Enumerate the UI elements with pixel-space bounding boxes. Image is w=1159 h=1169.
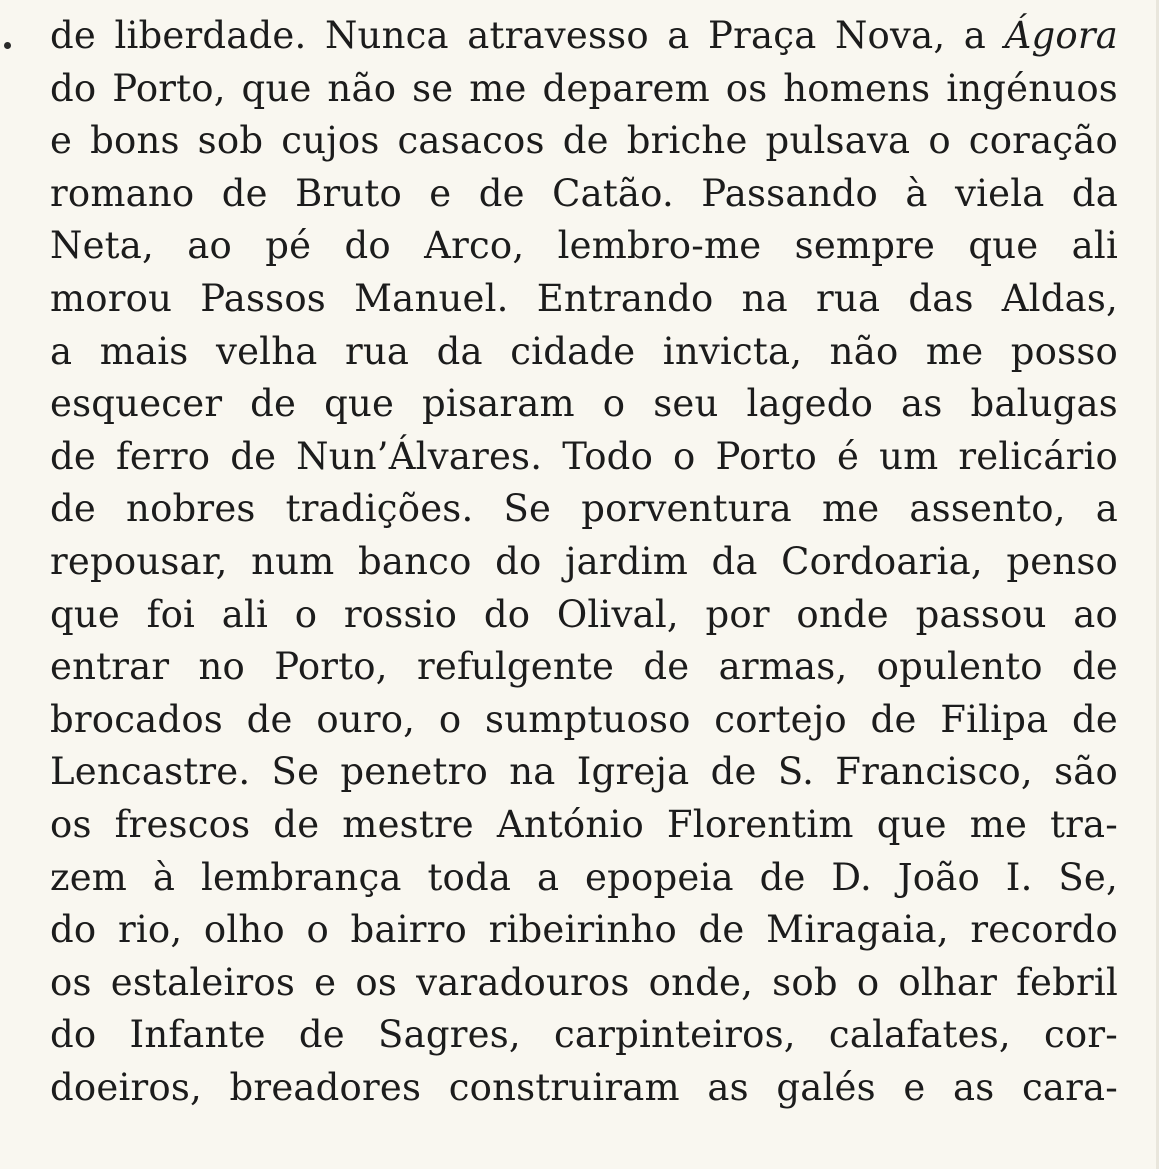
text-line xyxy=(50,431,1118,483)
line-text: morou Passos Manuel. Entrando na rua das Aldas, xyxy=(50,277,1118,320)
text-line xyxy=(50,957,1118,1009)
line-text: Neta, ao pé do Arco, lembro-me sempre que ali xyxy=(50,224,1118,268)
line-text: esquecer de que pisaram o seu lagedo as balugas xyxy=(50,382,1118,426)
line-text: de liberdade. Nunca atravesso a Praça Nova, a xyxy=(50,14,1005,57)
text-line xyxy=(50,746,1118,798)
line-text: do Porto, que não se me deparem os homens ingénuos xyxy=(50,66,1118,110)
line-emphasis: Ágora xyxy=(1004,14,1118,57)
line-text: doeiros, breadores construiram as galés e as cara- xyxy=(50,1066,1118,1109)
text-line xyxy=(50,641,1118,693)
line-text: repousar, num banco do jardim da Cordoaria, penso xyxy=(50,540,1118,583)
line-text: Lencastre. Se penetro na Igreja de S. Francisco, são xyxy=(50,750,1118,794)
text-line xyxy=(50,852,1118,904)
text-line xyxy=(50,1062,1118,1114)
line-text: que foi ali o rossio do Olival, por onde passou ao xyxy=(50,592,1118,636)
line-text: e bons sob cujos casacos de briche pulsava o coração xyxy=(50,119,1118,163)
line-text: brocados de ouro, o sumptuoso cortejo de Filipa de xyxy=(50,697,1118,741)
text-line xyxy=(50,273,1118,325)
text-line xyxy=(50,483,1118,535)
line-text: de nobres tradições. Se porventura me assento, a xyxy=(50,487,1118,531)
line-text: entrar no Porto, refulgente de armas, opulento de xyxy=(50,645,1118,689)
line-text: do Infante de Sagres, carpinteiros, calafates, cor- xyxy=(50,1013,1118,1057)
text-line xyxy=(50,63,1118,115)
text-line xyxy=(50,1009,1118,1061)
text-line xyxy=(50,326,1118,378)
text-line xyxy=(50,378,1118,430)
text-line xyxy=(50,10,1118,62)
line-text: os estaleiros e os varadouros onde, sob o olhar febril xyxy=(50,960,1118,1004)
text-line xyxy=(50,904,1118,956)
line-text: zem à lembrança toda a epopeia de D. João I. Se, xyxy=(50,855,1118,899)
text-line xyxy=(50,589,1118,641)
line-text: de ferro de Nun’Álvares. Todo o Porto é um relicário xyxy=(50,434,1118,478)
ink-speck xyxy=(4,42,11,49)
text-line xyxy=(50,168,1118,220)
line-text: os frescos de mestre António Florentim que me tra- xyxy=(50,803,1118,846)
text-line xyxy=(50,115,1118,167)
line-text: a mais velha rua da cidade invicta, não me posso xyxy=(50,329,1118,373)
text-line xyxy=(50,694,1118,746)
line-text: romano de Bruto e de Catão. Passando à viela da xyxy=(50,171,1118,215)
text-line xyxy=(50,220,1118,272)
text-line xyxy=(50,799,1118,851)
text-line xyxy=(50,536,1118,588)
line-text: do rio, olho o bairro ribeirinho de Miragaia, recordo xyxy=(50,908,1118,952)
